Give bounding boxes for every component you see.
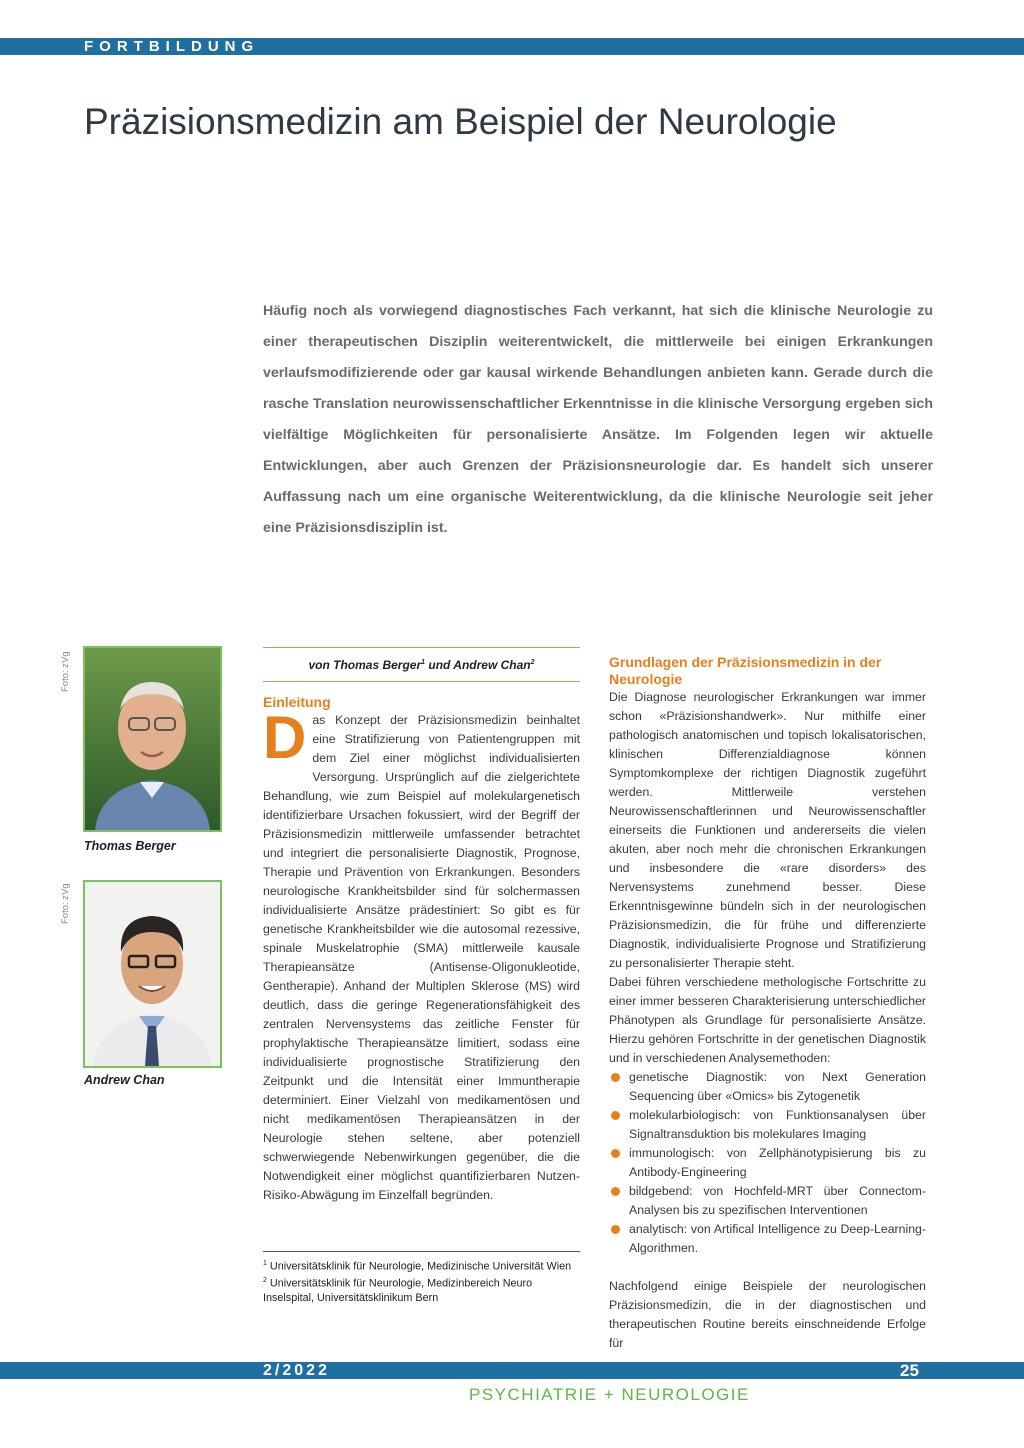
drop-cap: D xyxy=(263,704,307,771)
author-photo-chan xyxy=(83,880,222,1068)
column-left xyxy=(263,647,580,1205)
photo-credit-chan: Foto: zVg xyxy=(60,883,71,924)
intro-heading: Einleitung xyxy=(263,694,331,710)
intro-paragraph xyxy=(263,704,580,1205)
footnotes xyxy=(263,1251,580,1306)
footnote-1 xyxy=(263,1257,580,1274)
byline-sup-2: 2 xyxy=(530,659,535,666)
footnote-1-text: Universitätsklinik für Neurologie, Medizinische Universität Wien xyxy=(269,1260,572,1273)
list-item: immunologisch: von Zellphänotypisierung bis zu Antibody-Engineering xyxy=(609,1144,926,1182)
section2-paragraph-3: Nachfolgend einige Beispiele der neurologischen Präzisionsmedizin, die in der diagnostischen und therapeutischen Routine bereits einschneidende Erfolge für xyxy=(609,1279,926,1350)
column-right xyxy=(609,654,926,1353)
footnote-2-number: 2 xyxy=(263,1277,267,1285)
section2-heading: Grundlagen der Präzisionsmedizin in der Neurologie xyxy=(609,654,882,687)
methods-list xyxy=(609,1068,926,1258)
byline-sup-1: 1 xyxy=(421,659,426,666)
byline-author-2: und Andrew Chan xyxy=(425,658,531,672)
portrait-berger-image xyxy=(85,648,220,830)
author-photo-berger xyxy=(83,646,222,832)
photo-credit-berger: Foto: zVg xyxy=(60,651,71,692)
spacer xyxy=(609,1258,926,1277)
section2-paragraph-2: Dabei führen verschiedene methologische Fortschritte zu einer immer besseren Charakterisierung unterschiedlicher Phänotypen als Grundlage für personalisierte Ansätze. Hierzu gehören Fortschritte in der genetischen Diagnostik und in verschiedenen Analysemethoden: xyxy=(609,975,926,1065)
footer-bar xyxy=(0,1362,1024,1379)
section2-paragraph-1: Die Diagnose neurologischer Erkrankungen war immer schon «Präzisionshandwerk». Nur mithilfe einer pathologisch anatomischen und topisch lokalisatorischen, klinischen Differenzialdiagnose können Symptomkomplexe der richtigen Diagnostik zugeführt werden. Mittlerweile verstehen Neurowissenschaftlerinnen und Neurowissenschaftler einerseits die Funktionen und andererseits die vielen akuten, aber noch mehr die chronischen Erkrankungen und insbesondere die «rare disorders» des Nervensystems zunehmend besser. Diese Erkenntnisgewinne bündeln sich in der neurologischen Präzisionsmedizin, die für frühe und differenzierte Diagnostik, individualisierte Prognose und Stratifizierung zu personalisierter Therapie steht. xyxy=(609,690,926,970)
list-item: genetische Diagnostik: von Next Generation Sequencing über «Omics» bis Zytogenetik xyxy=(609,1068,926,1106)
photo-caption-berger: Thomas Berger xyxy=(84,839,176,853)
list-item: molekularbiologisch: von Funktionsanalysen über Signaltransduktion bis molekulares Imaging xyxy=(609,1106,926,1144)
footnote-2 xyxy=(263,1274,580,1306)
photo-caption-chan: Andrew Chan xyxy=(84,1073,165,1087)
footnote-2-text: Universitätsklinik für Neurologie, Medizinbereich Neuro Inselspital, Universitätsklinikum Bern xyxy=(263,1277,533,1305)
footnote-1-number: 1 xyxy=(263,1260,267,1267)
list-item: analytisch: von Artifical Intelligence zu Deep-Learning-Algorithmen. xyxy=(609,1220,926,1258)
list-item: bildgebend: von Hochfeld-MRT über Connectom-Analysen bis zu spezifischen Interventionen xyxy=(609,1182,926,1220)
article-lead: Häufig noch als vorwiegend diagnostisches Fach verkannt, hat sich die klinische Neurologie zu einer therapeutischen Disziplin weiterentwickelt, die mittlerweile bei einigen Erkrankungen verlaufsmodifizierende oder gar kausal wirkende Behandlungen anbieten kann. Gerade durch die rasche Translation neurowissenschaftlicher Erkenntnisse in die klinische Versorgung ergeben sich vielfältige Möglichkeiten für personalisierte Ansätze. Im Folgenden legen wir aktuelle Entwicklungen, aber auch Grenzen der Präzisionsneurologie dar. Es handelt sich unserer Auffassung nach um eine organische Weiterentwicklung, da die klinische Neurologie seit jeher eine Präzisionsdisziplin ist. xyxy=(263,303,933,536)
article-title: Präzisionsmedizin am Beispiel der Neurologie xyxy=(84,101,837,142)
byline xyxy=(263,647,580,682)
journal-name: PSYCHIATRIE + NEUROLOGIE xyxy=(469,1385,750,1404)
issue-number: 2/2022 xyxy=(263,1362,330,1379)
intro-text: as Konzept der Präzisionsmedizin beinhaltet eine Stratifizierung von Patientengruppen mit dem Ziel einer möglichst individualisierten Versorgung. Ursprünglich auf die zielgerichtete Behandlung, wie zum Beispiel auf molekulargenetisch identifizierbare Ursachen fokussiert, wird der Begriff der Präzisionsmedizin mittlerweile umfassender betrachtet und integriert die personalisierte Diagnostik, Prognose, Therapie und Prävention von Erkrankungen. Besonders neurologische Krankheitsbilder sind für solchermassen individualisierte Ansätze prädestiniert: So gibt es für genetische Krankheitsbilder wie die autosomal rezessive, spinale Muskelatrophie (SMA) mittlerweile kausale Therapieansätze (Antisense-Oligonukleotide, Gentherapie). Anhand der Multiplen Sklerose (MS) wird deutlich, dass die geringe Regenerationsfähigkeit des zentralen Nervensystems das zeitliche Fenster für prophylaktische Therapieansätze limitiert, sodass eine individualisierte prognostische Stratifizierung den Zeitpunkt und die Intensität einer Immuntherapie determiniert. Einer Vielzahl von medikamentösen und nicht medikamentösen Therapieansätzen in der Neurologie stehen seltene, aber potenziell schwerwiegende Nebenwirkungen gegenüber, die die Notwendigkeit einer möglichst quantifizierbaren Nutzen-Risiko-Abwägung im Einzelfall begründen. xyxy=(263,713,580,1202)
section-label: FORTBILDUNG xyxy=(84,38,260,55)
page-number: 25 xyxy=(900,1361,919,1380)
portrait-chan-image xyxy=(85,882,220,1066)
byline-author-1: von Thomas Berger xyxy=(308,658,422,672)
